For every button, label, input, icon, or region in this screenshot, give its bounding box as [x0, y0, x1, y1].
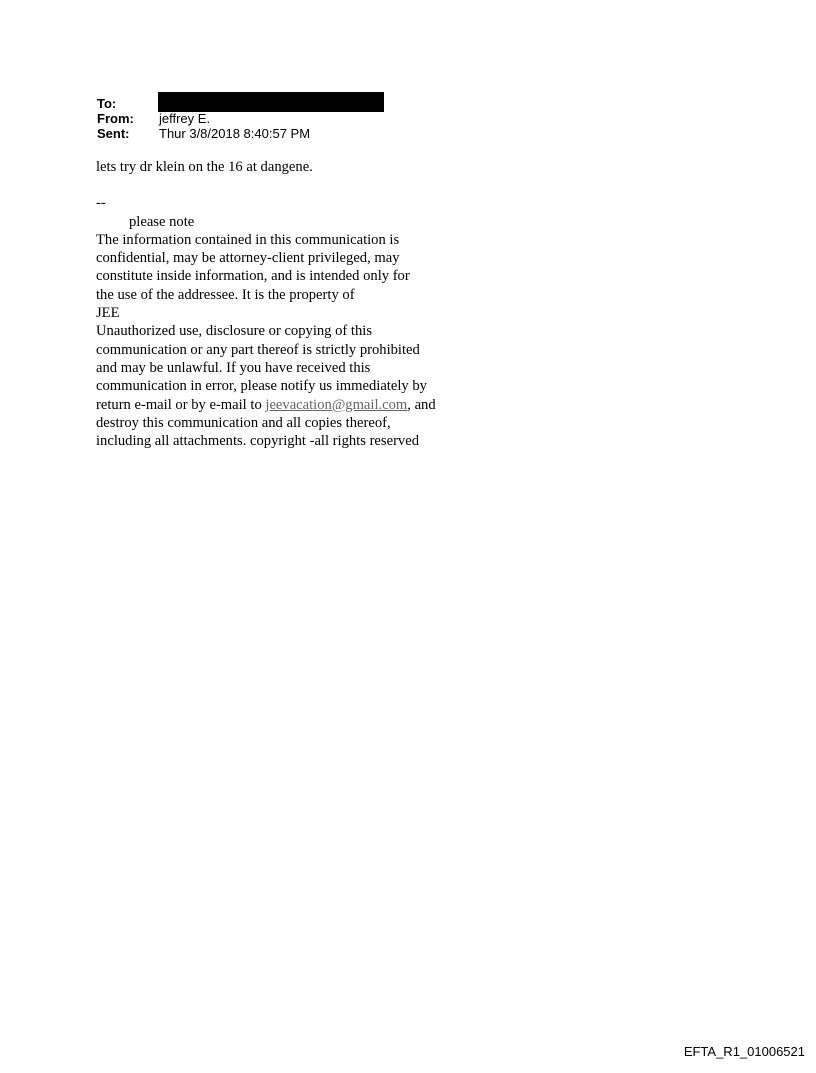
from-label: From:: [97, 111, 134, 126]
email-body: [96, 158, 496, 450]
from-value: jeffrey E.: [159, 111, 211, 126]
redaction-bar: [158, 92, 384, 112]
sent-label: Sent:: [97, 126, 130, 141]
document-id: EFTA_R1_01006521: [683, 1044, 805, 1059]
disclaimer-line: confidential, may be attorney-client privileged, may: [96, 250, 400, 267]
disclaimer-line: including all attachments. copyright -all rights reserved: [96, 433, 419, 450]
email-line-suffix: , and: [407, 396, 436, 413]
disclaimer-line: destroy this communication and all copies thereof,: [96, 414, 391, 431]
sent-value: Thur 3/8/2018 8:40:57 PM: [159, 126, 311, 141]
to-label: To:: [97, 96, 117, 111]
disclaimer-line: The information contained in this communication is: [96, 231, 400, 248]
disclaimer-line: Unauthorized use, disclosure or copying of this: [96, 323, 373, 340]
disclaimer-line: communication or any part thereof is strictly prohibited: [96, 341, 420, 358]
message-text: lets try dr klein on the 16 at dangene.: [96, 159, 313, 175]
disclaimer-email-line: [96, 396, 496, 414]
disclaimer-line: communication in error, please notify us immediately by: [96, 378, 427, 395]
disclaimer-line: constitute inside information, and is intended only for: [96, 268, 410, 285]
signature-separator: --: [96, 195, 106, 212]
disclaimer-line: and may be unlawful. If you have received this: [96, 359, 371, 376]
disclaimer-line: the use of the addressee. It is the property of: [96, 286, 355, 303]
disclaimer-line: JEE: [96, 305, 120, 322]
signature-note: please note: [129, 213, 195, 230]
email-line-prefix: return e-mail or by e-mail to: [96, 396, 266, 413]
email-link[interactable]: jeevacation@gmail.com: [265, 396, 408, 413]
